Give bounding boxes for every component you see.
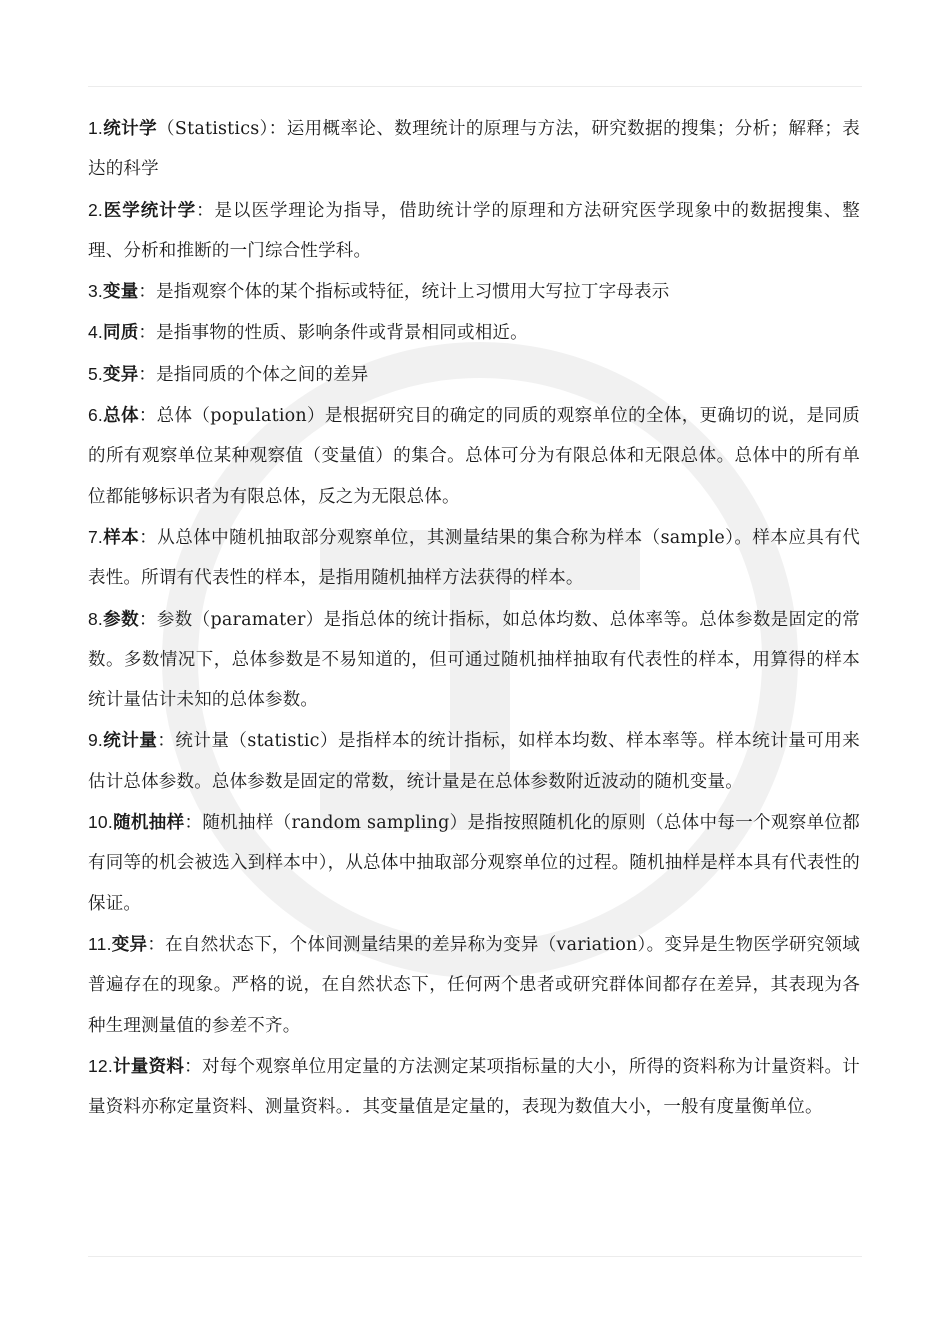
- entry-number: 7.: [88, 526, 103, 547]
- entry-text: （Statistics）：运用概率论、数理统计的原理与方法，研究数据的搜集；分析；解释；表达的科学: [88, 119, 860, 180]
- entry-number: 4.: [88, 322, 103, 343]
- entry-text: ：是指事物的性质、影响条件或背景相同或相近。: [138, 323, 528, 344]
- definition-entry: [88, 802, 860, 924]
- definition-entry: [88, 517, 860, 599]
- entry-term: 医学统计学: [103, 200, 197, 221]
- definition-entry: [88, 395, 860, 517]
- entry-text: ：统计量（statistic）是指样本的统计指标，如样本均数、样本率等。样本统计量可用来估计总体参数。总体参数是固定的常数，统计量是在总体参数附近波动的随机变量。: [88, 731, 860, 792]
- entry-number: 3.: [88, 281, 103, 302]
- entry-text: ：随机抽样（random sampling）是指按照随机化的原则（总体中每一个观察单位都有同等的机会被选入到样本中），从总体中抽取部分观察单位的过程。随机抽样是样本具有代表性的保证。: [88, 813, 860, 914]
- entry-number: 11.: [88, 933, 112, 954]
- entry-term: 随机抽样: [112, 813, 185, 834]
- entry-term: 变量: [103, 282, 139, 303]
- entry-text: ：对每个观察单位用定量的方法测定某项指标量的大小，所得的资料称为计量资料。计量资料亦称定量资料、测量资料。．其变量值是定量的，表现为数值大小，一般有度量衡单位。: [88, 1056, 860, 1118]
- definition-entry: [88, 271, 860, 312]
- entry-term: 统计量: [103, 731, 158, 752]
- entry-text: ：是以医学理论为指导，借助统计学的原理和方法研究医学现象中的数据搜集、整理、分析和推断的一门综合性学科。: [88, 200, 861, 261]
- entry-number: 2.: [88, 199, 103, 220]
- entry-term: 计量资料: [112, 1056, 185, 1077]
- entry-term: 变异: [111, 934, 148, 955]
- entry-term: 总体: [103, 406, 139, 427]
- entry-number: 8.: [88, 608, 103, 629]
- entry-text: ：在自然状态下，个体间测量结果的差异称为变异（variation）。变异是生物医学研究领域普遍存在的现象。严格的说，在自然状态下，任何两个患者或研究群体间都存在差异，其表现为各种生理测量值的参差不齐。: [88, 934, 861, 1036]
- entry-number: 12.: [88, 1055, 113, 1076]
- entry-number: 5.: [88, 363, 103, 384]
- definition-entry: [88, 1046, 860, 1128]
- entry-term: 参数: [103, 609, 139, 630]
- entry-text: ：总体（population）是根据研究目的确定的同质的观察单位的全体，更确切的说，是同质的所有观察单位某种观察值（变量值）的集合。总体可分为有限总体和无限总体。总体中的所有单位都能够标识者为有限总体，反之为无限总体。: [88, 406, 860, 507]
- definitions-list: [88, 108, 860, 1127]
- entry-text: ：参数（paramater）是指总体的统计指标，如总体均数、总体率等。总体参数是固定的常数。多数情况下，总体参数是不易知道的，但可通过随机抽样抽取有代表性的样本，用算得的样本统计量估计未知的总体参数。: [88, 609, 861, 711]
- entry-number: 9.: [88, 730, 103, 751]
- definition-entry: [88, 312, 860, 353]
- definition-entry: [88, 108, 860, 190]
- entry-number: 1.: [88, 118, 103, 138]
- definition-entry: [88, 354, 860, 395]
- definition-entry: [88, 599, 860, 721]
- entry-term: 样本: [103, 527, 140, 548]
- header-divider: [88, 86, 862, 87]
- entry-term: 同质: [103, 323, 139, 344]
- entry-text: ：是指同质的个体之间的差异: [138, 364, 369, 385]
- entry-term: 统计学: [103, 119, 157, 139]
- entry-term: 变异: [103, 364, 139, 385]
- footer-divider: [88, 1256, 862, 1257]
- entry-text: ：从总体中随机抽取部分观察单位，其测量结果的集合称为样本（sample）。样本应具有代表性。所谓有代表性的样本，是指用随机抽样方法获得的样本。: [88, 527, 860, 589]
- definition-entry: [88, 190, 860, 272]
- definition-entry: [88, 924, 860, 1046]
- entry-text: ：是指观察个体的某个指标或特征，统计上习惯用大写拉丁字母表示: [138, 282, 670, 303]
- definition-entry: [88, 720, 860, 802]
- entry-number: 6.: [88, 405, 103, 426]
- entry-number: 10.: [88, 812, 113, 833]
